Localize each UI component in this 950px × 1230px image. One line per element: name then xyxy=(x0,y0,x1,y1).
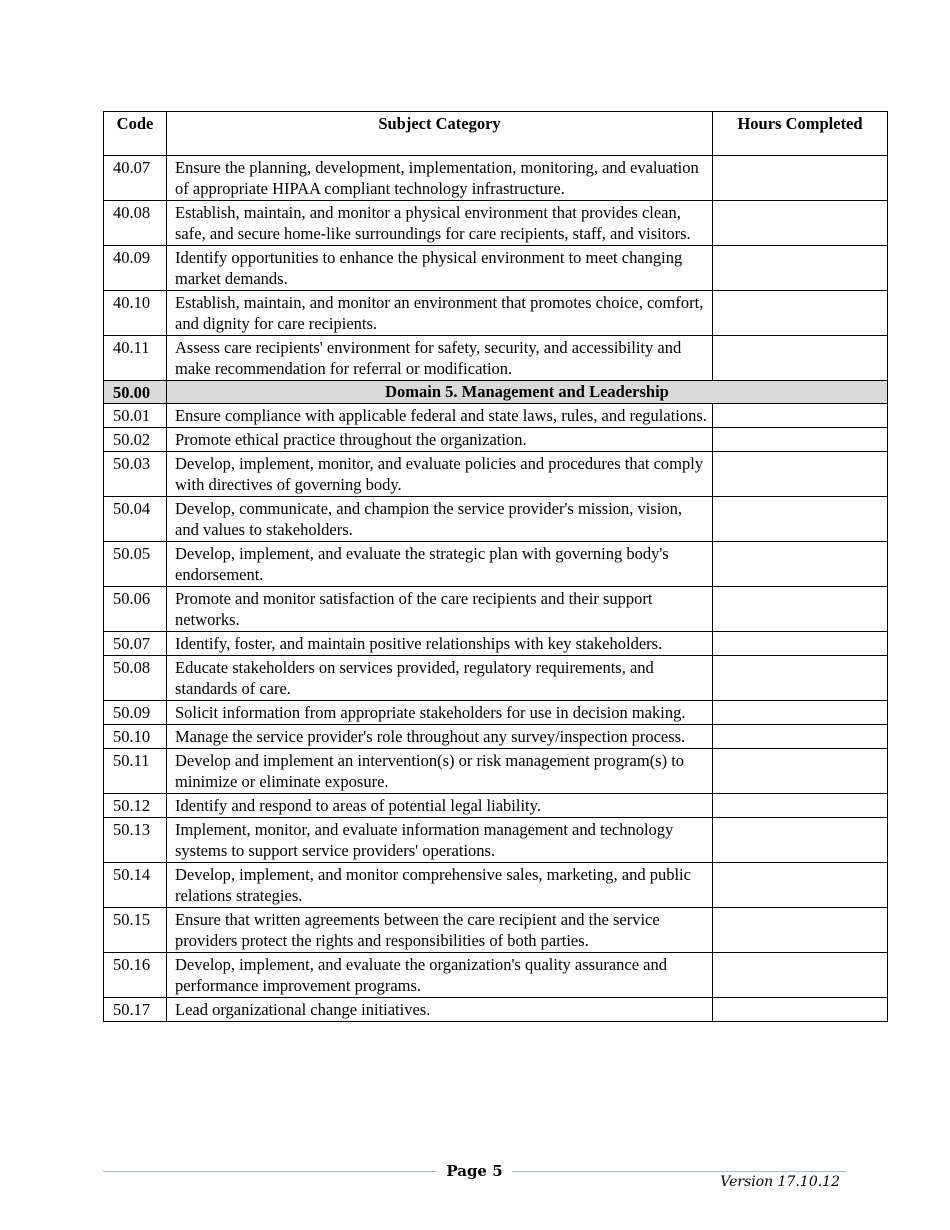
table-row xyxy=(104,953,888,998)
row-subject: Develop, implement, monitor, and evaluate policies and procedures that comply with directives of governing body. xyxy=(167,452,713,497)
row-code: 40.08 xyxy=(104,201,167,246)
row-hours-cell[interactable] xyxy=(713,998,888,1022)
table-row xyxy=(104,656,888,701)
row-hours-cell[interactable] xyxy=(713,725,888,749)
table-row xyxy=(104,632,888,656)
version-label: Version 17.10.12 xyxy=(720,1174,840,1190)
domain-code: 50.00 xyxy=(104,381,167,404)
row-subject: Promote ethical practice throughout the organization. xyxy=(167,428,713,452)
table-row xyxy=(104,336,888,381)
table-row xyxy=(104,701,888,725)
table-row xyxy=(104,201,888,246)
row-hours-cell[interactable] xyxy=(713,632,888,656)
row-subject: Lead organizational change initiatives. xyxy=(167,998,713,1022)
footer-rule-left xyxy=(103,1171,437,1172)
row-code: 50.06 xyxy=(104,587,167,632)
row-hours-cell[interactable] xyxy=(713,428,888,452)
row-code: 50.02 xyxy=(104,428,167,452)
row-hours-cell[interactable] xyxy=(713,336,888,381)
domain-header-row xyxy=(104,381,888,404)
row-code: 40.09 xyxy=(104,246,167,291)
row-subject: Establish, maintain, and monitor an environment that promotes choice, comfort, and dignity for care recipients. xyxy=(167,291,713,336)
code-column-header: Code xyxy=(104,112,167,156)
row-hours-cell[interactable] xyxy=(713,749,888,794)
table-row xyxy=(104,725,888,749)
row-subject: Promote and monitor satisfaction of the care recipients and their support networks. xyxy=(167,587,713,632)
domain-title: Domain 5. Management and Leadership xyxy=(167,381,888,404)
row-code: 50.15 xyxy=(104,908,167,953)
table-row xyxy=(104,794,888,818)
table-row xyxy=(104,908,888,953)
row-code: 40.10 xyxy=(104,291,167,336)
table-body xyxy=(104,156,888,1022)
row-hours-cell[interactable] xyxy=(713,818,888,863)
row-subject: Solicit information from appropriate stakeholders for use in decision making. xyxy=(167,701,713,725)
table-row xyxy=(104,428,888,452)
table-row xyxy=(104,542,888,587)
row-code: 40.07 xyxy=(104,156,167,201)
table-row xyxy=(104,587,888,632)
competency-table xyxy=(103,111,888,1022)
row-code: 50.01 xyxy=(104,404,167,428)
row-subject: Identify and respond to areas of potential legal liability. xyxy=(167,794,713,818)
row-subject: Ensure compliance with applicable federal and state laws, rules, and regulations. xyxy=(167,404,713,428)
table-row xyxy=(104,749,888,794)
row-code: 40.11 xyxy=(104,336,167,381)
row-code: 50.03 xyxy=(104,452,167,497)
row-hours-cell[interactable] xyxy=(713,201,888,246)
row-code: 50.05 xyxy=(104,542,167,587)
row-code: 50.09 xyxy=(104,701,167,725)
row-hours-cell[interactable] xyxy=(713,156,888,201)
row-hours-cell[interactable] xyxy=(713,497,888,542)
row-subject: Ensure that written agreements between the care recipient and the service providers protect the rights and responsibilities of both parties. xyxy=(167,908,713,953)
row-code: 50.17 xyxy=(104,998,167,1022)
row-code: 50.11 xyxy=(104,749,167,794)
row-hours-cell[interactable] xyxy=(713,701,888,725)
table-row xyxy=(104,291,888,336)
row-hours-cell[interactable] xyxy=(713,452,888,497)
row-subject: Establish, maintain, and monitor a physical environment that provides clean, safe, and secure home-like surroundings for care recipients, staff, and visitors. xyxy=(167,201,713,246)
row-subject: Manage the service provider's role throughout any survey/inspection process. xyxy=(167,725,713,749)
row-code: 50.07 xyxy=(104,632,167,656)
row-subject: Ensure the planning, development, implementation, monitoring, and evaluation of appropriate HIPAA compliant technology infrastructure. xyxy=(167,156,713,201)
row-hours-cell[interactable] xyxy=(713,291,888,336)
row-hours-cell[interactable] xyxy=(713,908,888,953)
row-hours-cell[interactable] xyxy=(713,246,888,291)
table-row xyxy=(104,246,888,291)
row-code: 50.14 xyxy=(104,863,167,908)
row-code: 50.16 xyxy=(104,953,167,998)
page-number: Page 5 xyxy=(446,1162,503,1180)
row-subject: Identify opportunities to enhance the physical environment to meet changing market demands. xyxy=(167,246,713,291)
hours-column-header: Hours Completed xyxy=(713,112,888,156)
row-subject: Develop, implement, and monitor comprehensive sales, marketing, and public relations strategies. xyxy=(167,863,713,908)
footer-rule-right xyxy=(512,1171,846,1172)
row-hours-cell[interactable] xyxy=(713,794,888,818)
table-header-row xyxy=(104,112,888,156)
row-subject: Identify, foster, and maintain positive relationships with key stakeholders. xyxy=(167,632,713,656)
table-row xyxy=(104,497,888,542)
row-subject: Assess care recipients' environment for safety, security, and accessibility and make recommendation for referral or modification. xyxy=(167,336,713,381)
row-code: 50.10 xyxy=(104,725,167,749)
table-row xyxy=(104,404,888,428)
row-subject: Develop, implement, and evaluate the organization's quality assurance and performance improvement programs. xyxy=(167,953,713,998)
table-row xyxy=(104,863,888,908)
subject-column-header: Subject Category xyxy=(167,112,713,156)
row-code: 50.04 xyxy=(104,497,167,542)
row-hours-cell[interactable] xyxy=(713,542,888,587)
row-hours-cell[interactable] xyxy=(713,953,888,998)
table-row xyxy=(104,998,888,1022)
row-hours-cell[interactable] xyxy=(713,587,888,632)
row-code: 50.12 xyxy=(104,794,167,818)
row-hours-cell[interactable] xyxy=(713,404,888,428)
row-subject: Educate stakeholders on services provided, regulatory requirements, and standards of care. xyxy=(167,656,713,701)
table-row xyxy=(104,156,888,201)
table-row xyxy=(104,452,888,497)
row-hours-cell[interactable] xyxy=(713,656,888,701)
row-subject: Develop, communicate, and champion the service provider's mission, vision, and values to stakeholders. xyxy=(167,497,713,542)
row-code: 50.08 xyxy=(104,656,167,701)
row-subject: Develop, implement, and evaluate the strategic plan with governing body's endorsement. xyxy=(167,542,713,587)
row-hours-cell[interactable] xyxy=(713,863,888,908)
row-subject: Develop and implement an intervention(s) or risk management program(s) to minimize or eliminate exposure. xyxy=(167,749,713,794)
table-row xyxy=(104,818,888,863)
row-subject: Implement, monitor, and evaluate information management and technology systems to support service providers' operations. xyxy=(167,818,713,863)
row-code: 50.13 xyxy=(104,818,167,863)
